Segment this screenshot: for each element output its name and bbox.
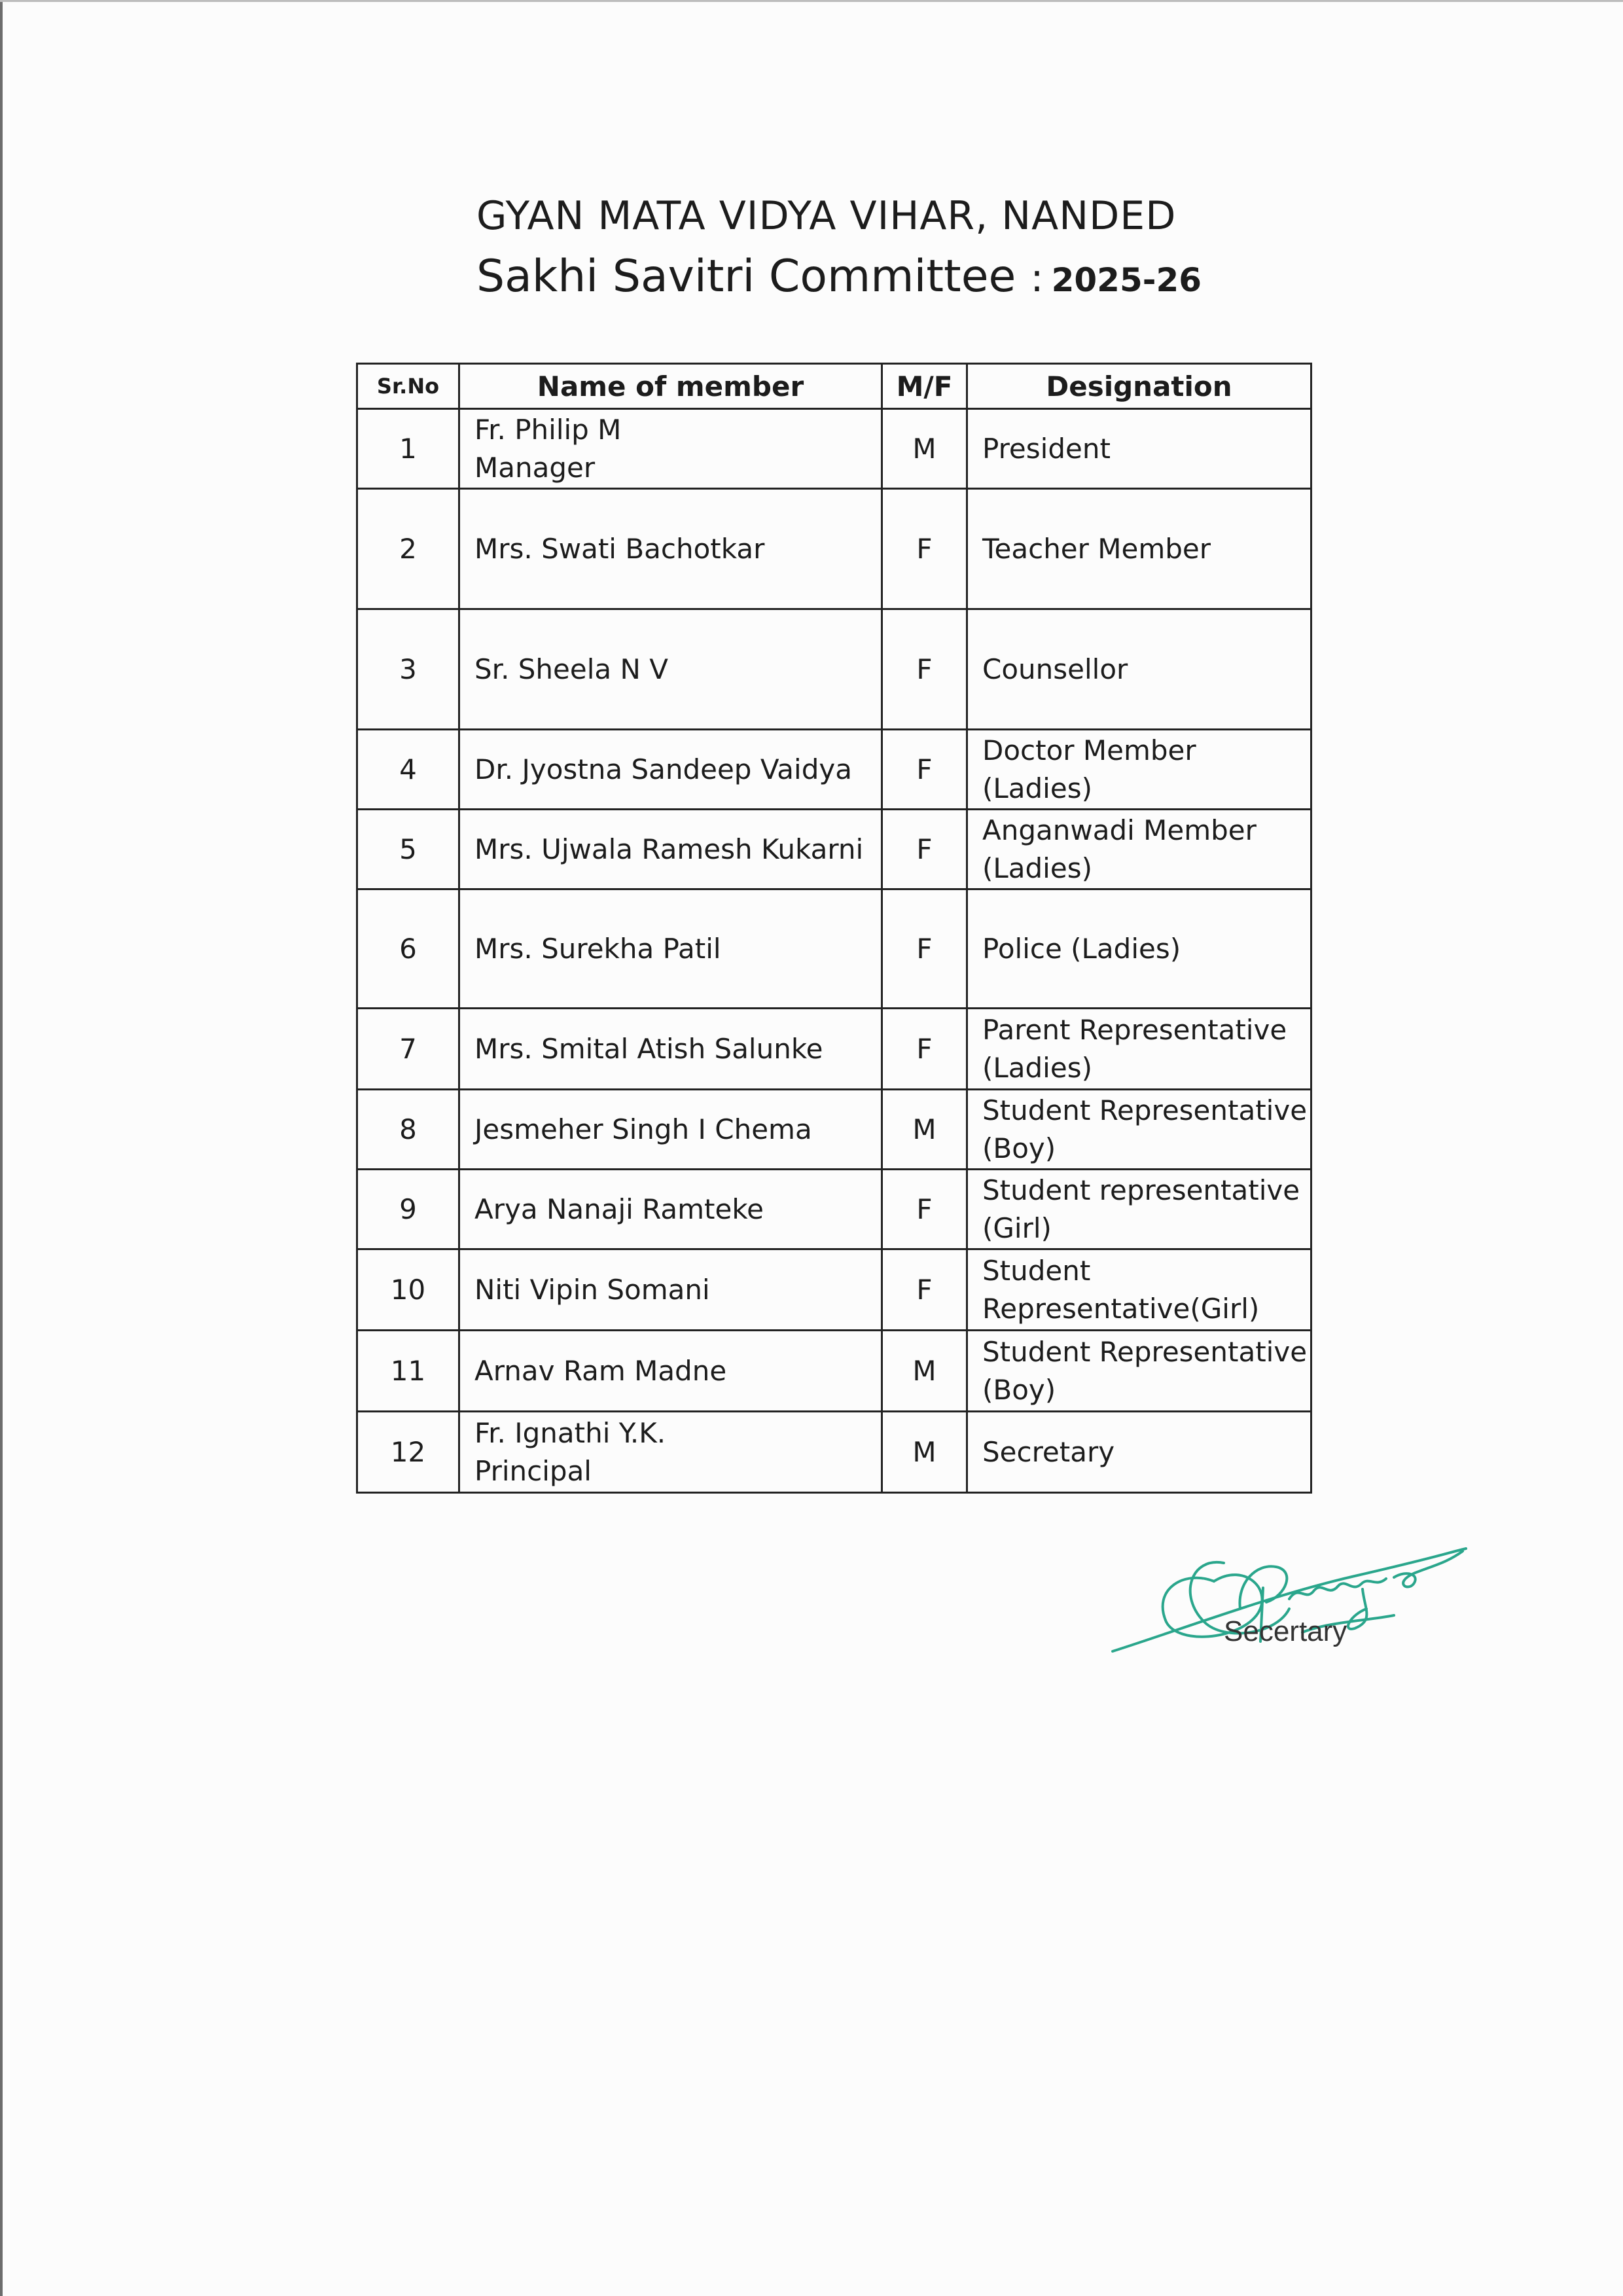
cell-designation (967, 1331, 1311, 1412)
title-separator: : (1030, 255, 1044, 301)
cell-designation (967, 730, 1311, 810)
cell-member-name (459, 1170, 882, 1249)
cell-gender (882, 489, 967, 609)
cell-designation-text: Secretary (982, 1435, 1115, 1468)
cell-sr-no (357, 889, 459, 1009)
cell-member-name-text: Sr. Sheela N V (474, 653, 668, 685)
cell-designation-text: Student Representative (982, 1094, 1308, 1126)
table-row (357, 1331, 1311, 1412)
column-header-gender: M/F (882, 364, 967, 409)
cell-designation-text-line2: (Boy) (982, 1132, 1056, 1164)
cell-gender (882, 1412, 967, 1493)
cell-gender (882, 1249, 967, 1331)
cell-gender (882, 1090, 967, 1170)
cell-sr-no (357, 1170, 459, 1249)
cell-designation-text: Anganwadi Member (982, 814, 1257, 846)
cell-gender (882, 810, 967, 889)
committee-title-line (476, 247, 1202, 306)
cell-member-name-text: Niti Vipin Somani (474, 1273, 710, 1306)
cell-sr-no (357, 1090, 459, 1170)
cell-member-name-text: Jesmeher Singh I Chema (474, 1113, 812, 1145)
cell-designation-text: Teacher Member (982, 532, 1211, 565)
cell-designation (967, 810, 1311, 889)
cell-designation-text-line2: (Girl) (982, 1211, 1052, 1244)
cell-designation-text-line2: Representative(Girl) (982, 1292, 1260, 1325)
table-row (357, 810, 1311, 889)
members-table (356, 363, 1312, 1494)
table-row (357, 1090, 1311, 1170)
cell-member-name-text-line2: Principal (474, 1454, 592, 1487)
cell-designation (967, 1090, 1311, 1170)
cell-member-name (459, 1009, 882, 1090)
cell-sr-no (357, 810, 459, 889)
cell-designation-text: Counsellor (982, 653, 1128, 685)
cell-sr-no-text: 1 (399, 432, 417, 465)
column-header-sr-no: Sr.No (357, 364, 459, 409)
cell-sr-no (357, 1331, 459, 1412)
cell-gender (882, 609, 967, 730)
cell-designation-text: Student (982, 1254, 1091, 1287)
committee-year: 2025-26 (1051, 261, 1202, 299)
cell-designation (967, 1170, 1311, 1249)
scan-left-edge (0, 0, 3, 2296)
cell-member-name-text: Fr. Ignathi Y.K. (474, 1416, 666, 1449)
cell-gender (882, 889, 967, 1009)
cell-gender (882, 1331, 967, 1412)
cell-member-name (459, 1249, 882, 1331)
cell-sr-no (357, 730, 459, 810)
cell-member-name (459, 1090, 882, 1170)
cell-sr-no (357, 409, 459, 489)
cell-member-name-text: Arya Nanaji Ramteke (474, 1193, 764, 1225)
cell-designation-text-line2: (Ladies) (982, 852, 1092, 884)
cell-sr-no (357, 1249, 459, 1331)
cell-member-name-text: Arnav Ram Madne (474, 1354, 727, 1387)
cell-sr-no (357, 1412, 459, 1493)
cell-designation-text: Student representative (982, 1174, 1300, 1206)
school-name: GYAN MATA VIDYA VIHAR, NANDED (476, 193, 1177, 239)
cell-member-name (459, 1412, 882, 1493)
cell-designation-text: Police (Ladies) (982, 932, 1181, 965)
cell-designation-text: President (982, 432, 1111, 465)
cell-member-name (459, 609, 882, 730)
cell-sr-no-text: 2 (399, 532, 417, 565)
cell-gender (882, 409, 967, 489)
document-header (476, 191, 1202, 306)
cell-member-name-text: Mrs. Ujwala Ramesh Kukarni (474, 833, 864, 865)
cell-gender (882, 730, 967, 810)
scan-top-edge (0, 0, 1623, 2)
table-row (357, 889, 1311, 1009)
cell-gender-text: F (916, 833, 933, 865)
cell-sr-no (357, 1009, 459, 1090)
cell-member-name-text: Fr. Philip M (474, 413, 622, 446)
cell-member-name (459, 889, 882, 1009)
table-row (357, 609, 1311, 730)
cell-gender (882, 1170, 967, 1249)
cell-member-name (459, 1331, 882, 1412)
cell-designation (967, 1249, 1311, 1331)
cell-member-name-text: Mrs. Swati Bachotkar (474, 532, 765, 565)
cell-member-name-text: Mrs. Smital Atish Salunke (474, 1032, 823, 1065)
cell-member-name (459, 810, 882, 889)
cell-designation (967, 1009, 1311, 1090)
table-row (357, 730, 1311, 810)
cell-member-name (459, 730, 882, 810)
cell-member-name (459, 489, 882, 609)
signature-label: Secertary (1224, 1615, 1347, 1647)
table-row (357, 1170, 1311, 1249)
cell-gender-text: F (916, 1032, 933, 1065)
cell-sr-no-text: 8 (399, 1113, 417, 1145)
cell-designation (967, 889, 1311, 1009)
cell-designation-text-line2: (Ladies) (982, 1051, 1092, 1084)
cell-sr-no (357, 489, 459, 609)
column-header-name: Name of member (459, 364, 882, 409)
cell-sr-no-text: 7 (399, 1032, 417, 1065)
table-row (357, 409, 1311, 489)
cell-sr-no-text: 10 (390, 1273, 426, 1306)
cell-gender-text: F (916, 653, 933, 685)
cell-designation (967, 609, 1311, 730)
cell-sr-no-text: 6 (399, 932, 417, 965)
cell-member-name-text: Mrs. Surekha Patil (474, 932, 721, 965)
committee-name: Sakhi Savitri Committee (476, 251, 1016, 302)
cell-gender-text: F (916, 1273, 933, 1306)
cell-sr-no-text: 12 (390, 1435, 426, 1468)
cell-member-name-text: Dr. Jyostna Sandeep Vaidya (474, 753, 852, 785)
cell-gender-text: F (916, 753, 933, 785)
cell-sr-no-text: 3 (399, 653, 417, 685)
cell-sr-no-text: 11 (390, 1354, 426, 1387)
cell-member-name-text-line2: Manager (474, 451, 596, 484)
cell-gender-text: M (912, 1113, 936, 1145)
cell-designation-text: Parent Representative (982, 1013, 1287, 1046)
cell-gender-text: M (912, 1435, 936, 1468)
table-row (357, 1009, 1311, 1090)
column-header-designation: Designation (967, 364, 1311, 409)
cell-sr-no (357, 609, 459, 730)
cell-sr-no-text: 4 (399, 753, 417, 785)
table-row (357, 1249, 1311, 1331)
cell-sr-no-text: 9 (399, 1193, 417, 1225)
cell-designation (967, 409, 1311, 489)
cell-designation-text-line2: (Boy) (982, 1373, 1056, 1406)
cell-designation-text-line2: (Ladies) (982, 772, 1092, 804)
cell-gender (882, 1009, 967, 1090)
cell-gender-text: M (912, 1354, 936, 1387)
table-row (357, 489, 1311, 609)
cell-gender-text: F (916, 532, 933, 565)
cell-sr-no-text: 5 (399, 833, 417, 865)
table-row (357, 1412, 1311, 1493)
cell-gender-text: F (916, 1193, 933, 1225)
table-header-row (357, 364, 1311, 409)
cell-designation-text: Student Representative (982, 1335, 1308, 1368)
cell-designation-text: Doctor Member (982, 734, 1196, 766)
cell-gender-text: F (916, 932, 933, 965)
cell-designation (967, 489, 1311, 609)
cell-member-name (459, 409, 882, 489)
cell-designation (967, 1412, 1311, 1493)
cell-gender-text: M (912, 432, 936, 465)
